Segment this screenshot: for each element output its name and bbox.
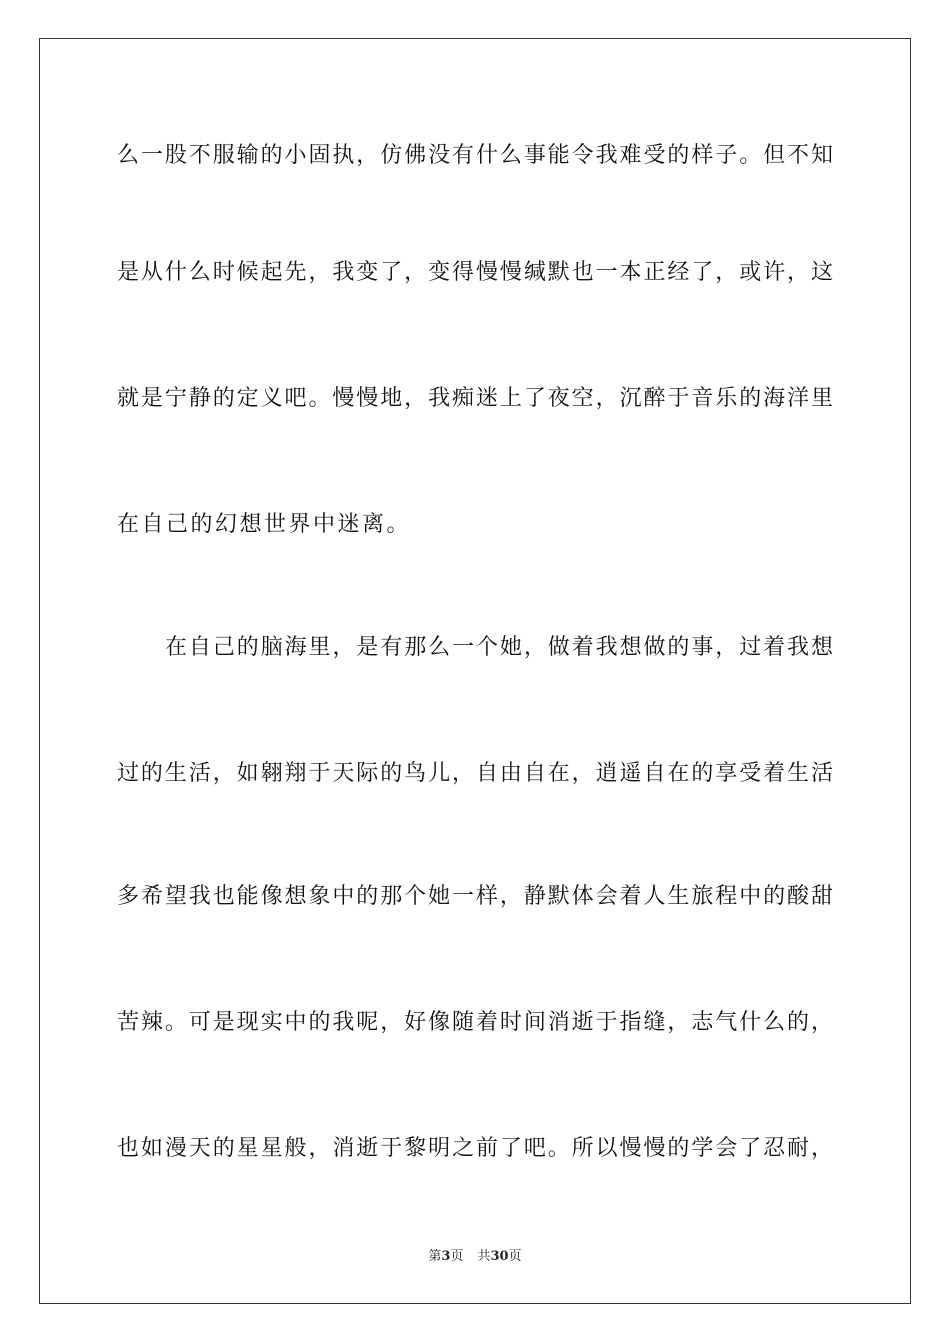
page-prefix: 第 [428,1249,442,1264]
page-number: 3 [441,1249,451,1264]
paragraph-line-9: 也如漫天的星星般，消逝于黎明之前了吧。所以慢慢的学会了忍耐， [117,1136,833,1161]
paragraph-line-2: 是从什么时候起先，我变了，变得慢慢缄默也一本正经了，或许，这 [117,260,833,285]
total-pages: 30 [490,1249,509,1264]
paragraph-line-6: 过的生活，如翱翔于天际的鸟儿，自由自在，逍遥自在的享受着生活 [117,761,833,786]
paragraph-line-8: 苦辣。可是现实中的我呢，好像随着时间消逝于指缝，志气什么的， [117,1010,833,1035]
total-suffix: 页 [508,1249,522,1264]
page-footer [0,1248,950,1266]
paragraph-line-5: 在自己的脑海里，是有那么一个她，做着我想做的事，过着我想 [165,635,833,660]
page-border [39,38,911,1304]
page-suffix: 页 [450,1249,464,1264]
paragraph-line-7: 多希望我也能像想象中的那个她一样，静默体会着人生旅程中的酸甜 [117,884,833,909]
total-prefix: 共 [477,1249,491,1264]
paragraph-line-1: 么一股不服输的小固执，仿佛没有什么事能令我难受的样子。但不知 [117,143,833,168]
paragraph-line-3: 就是宁静的定义吧。慢慢地，我痴迷上了夜空，沉醉于音乐的海洋里 [117,386,833,411]
paragraph-line-4: 在自己的幻想世界中迷离。 [117,512,412,537]
